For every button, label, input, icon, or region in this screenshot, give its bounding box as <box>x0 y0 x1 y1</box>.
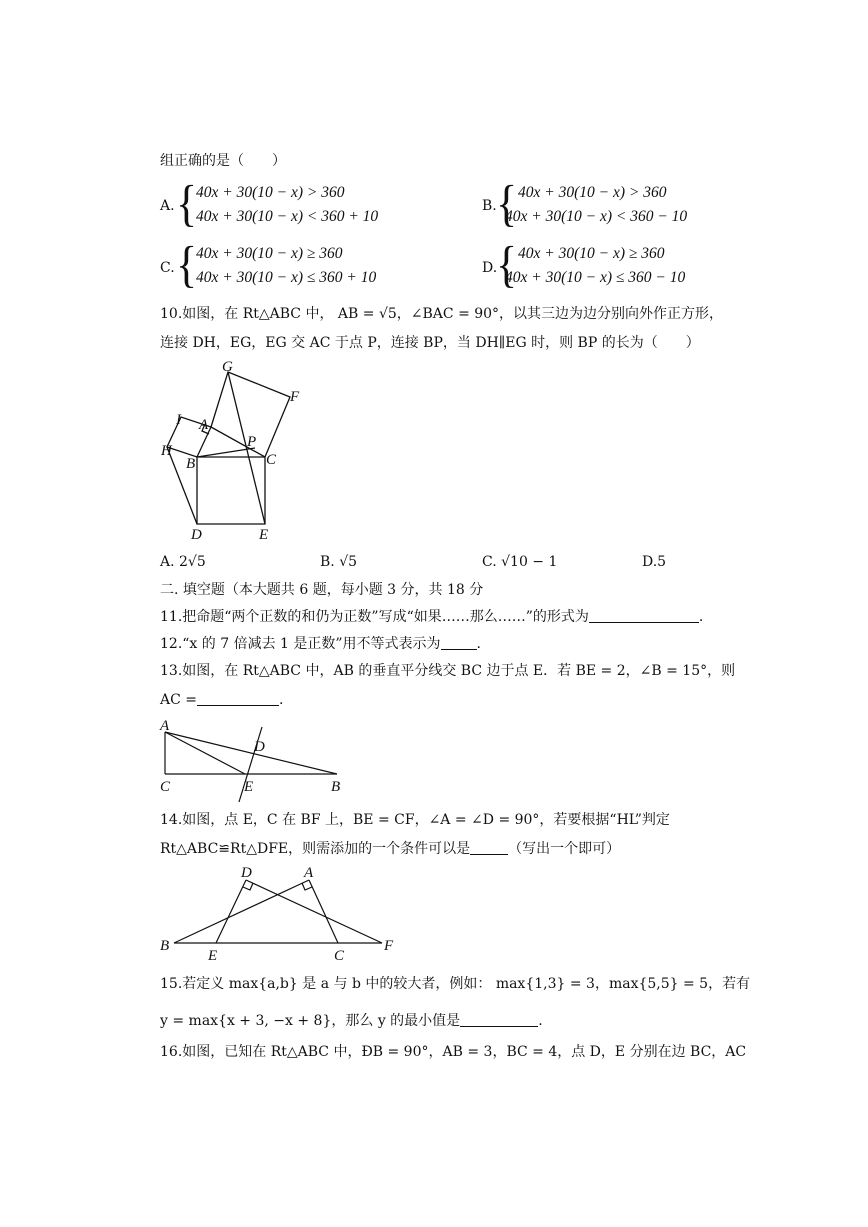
q13-label-e: E <box>244 779 254 795</box>
q10-label-p: P <box>247 434 257 450</box>
q13-segment-ab <box>165 732 337 774</box>
q10-option-d: D.5 <box>642 554 667 570</box>
q10-label-f: F <box>290 389 300 405</box>
q14-line2 <box>160 840 620 858</box>
q13-label-b: B <box>331 779 341 795</box>
q10-label-d: D <box>191 527 202 543</box>
q16-text: 16.如图，已知在 Rt△ABC 中，ÐB = 90°，AB = 3，BC = 4，点 D，E 分别在边 BC，AC <box>160 1044 747 1060</box>
q9-option-c-label: C. <box>160 260 175 276</box>
q10-option-c: C. √10 − 1 <box>482 554 558 570</box>
q9-option-a-brace: { <box>176 175 198 232</box>
q15-line2-stem: y = max{x + 3, −x + 8}，那么 y 的最小值是 <box>160 1013 461 1029</box>
q12-answer-blank[interactable] <box>441 635 477 650</box>
q10-option-a: A. 2√5 <box>160 554 206 570</box>
q9-option-c-line1: 40x + 30(10 − x) ≥ 360 <box>196 245 343 262</box>
q15-line2 <box>160 1012 543 1030</box>
q13-line2 <box>160 691 283 709</box>
q13-segment-ae <box>165 732 245 774</box>
q10-label-g: G <box>222 359 233 375</box>
q10-line1: 10.如图，在 Rt△ABC 中， AB = √5，∠BAC = 90°，以其三边为边分别向外作正方形， <box>160 306 724 322</box>
q14-answer-blank[interactable] <box>470 840 508 855</box>
section-2-heading: 二. 填空题（本大题共 6 题，每小题 3 分，共 18 分 <box>160 582 484 598</box>
q12-end: . <box>476 636 481 652</box>
q10-label-c: C <box>266 452 277 468</box>
q9-option-d-brace: { <box>496 236 518 293</box>
q10-label-i: I <box>176 412 181 428</box>
q10-square-bced <box>197 457 265 524</box>
q13-line2-end: . <box>279 692 284 708</box>
q14-label-b: B <box>160 938 170 954</box>
q14-label-a: A <box>304 865 314 881</box>
q15-answer-blank[interactable] <box>460 1012 538 1027</box>
q9-option-d-line2: 40x + 30(10 − x) ≤ 360 − 10 <box>505 269 686 286</box>
q14-line2-stem: Rt△ABC≌Rt△DFE，则需添加的一个条件可以是 <box>160 841 471 857</box>
q13-line2-stem: AC = <box>160 692 198 708</box>
q14-line1: 14.如图，点 E，C 在 BF 上，BE = CF，∠A = ∠D = 90°，若要根据“HL”判定 <box>160 812 670 828</box>
q10-label-a: A <box>199 417 209 433</box>
q13-label-d: D <box>254 739 265 755</box>
q10-label-h: H <box>161 443 172 459</box>
q14-line2-end: （写出一个即可） <box>508 841 621 857</box>
q9-option-d-label: D. <box>482 260 498 276</box>
q9-option-c-brace: { <box>176 236 198 293</box>
q14-label-d: D <box>241 865 252 881</box>
q9-option-b-label: B. <box>482 198 497 214</box>
q14-label-f: F <box>384 938 394 954</box>
q14-label-e: E <box>208 948 218 964</box>
q15-line2-end: . <box>538 1013 543 1029</box>
q13-answer-blank[interactable] <box>197 691 279 706</box>
q11-end: . <box>698 609 704 625</box>
q10-line2: 连接 DH，EG，EG 交 AC 于点 P，连接 BP，当 DH∥EG 时，则 BP 的长为（ ） <box>160 335 700 351</box>
q13-label-c: C <box>160 779 171 795</box>
q11-text <box>160 608 703 626</box>
q9-stem-tail: 组正确的是（ ） <box>160 153 286 169</box>
q9-option-b-line2: 40x + 30(10 − x) < 360 − 10 <box>505 208 688 225</box>
q15-line1: 15.若定义 max{a,b} 是 a 与 b 中的较大者，例如： max{1,3} = 3，max{5,5} = 5，若有 <box>160 976 751 992</box>
q13-line1: 13.如图，在 Rt△ABC 中，AB 的垂直平分线交 BC 边于点 E．若 BE = 2，∠B = 15°，则 <box>160 663 736 679</box>
q9-option-b-brace: { <box>496 175 518 232</box>
q10-label-b: B <box>186 456 196 472</box>
q9-option-a-line1: 40x + 30(10 − x) > 360 <box>196 184 345 201</box>
q12-stem: 12.“x 的 7 倍减去 1 是正数”用不等式表示为 <box>160 636 441 652</box>
q10-option-b: B. √5 <box>320 554 358 570</box>
q10-label-e: E <box>259 527 269 543</box>
q9-option-a-line2: 40x + 30(10 − x) < 360 + 10 <box>196 208 379 225</box>
q14-figure <box>174 880 382 943</box>
q9-option-a-label: A. <box>160 198 175 214</box>
q11-answer-blank[interactable] <box>589 608 699 623</box>
q13-label-a: A <box>160 718 170 734</box>
q9-option-b-line1: 40x + 30(10 − x) > 360 <box>518 184 667 201</box>
q9-option-d-line1: 40x + 30(10 − x) ≥ 360 <box>518 245 665 262</box>
q9-option-c-line2: 40x + 30(10 − x) ≤ 360 + 10 <box>196 269 377 286</box>
q14-label-c: C <box>334 948 345 964</box>
q11-stem: 11.把命题“两个正数的和仍为正数”写成“如果……那么……”的形式为 <box>160 609 589 625</box>
q12-text <box>160 635 481 653</box>
